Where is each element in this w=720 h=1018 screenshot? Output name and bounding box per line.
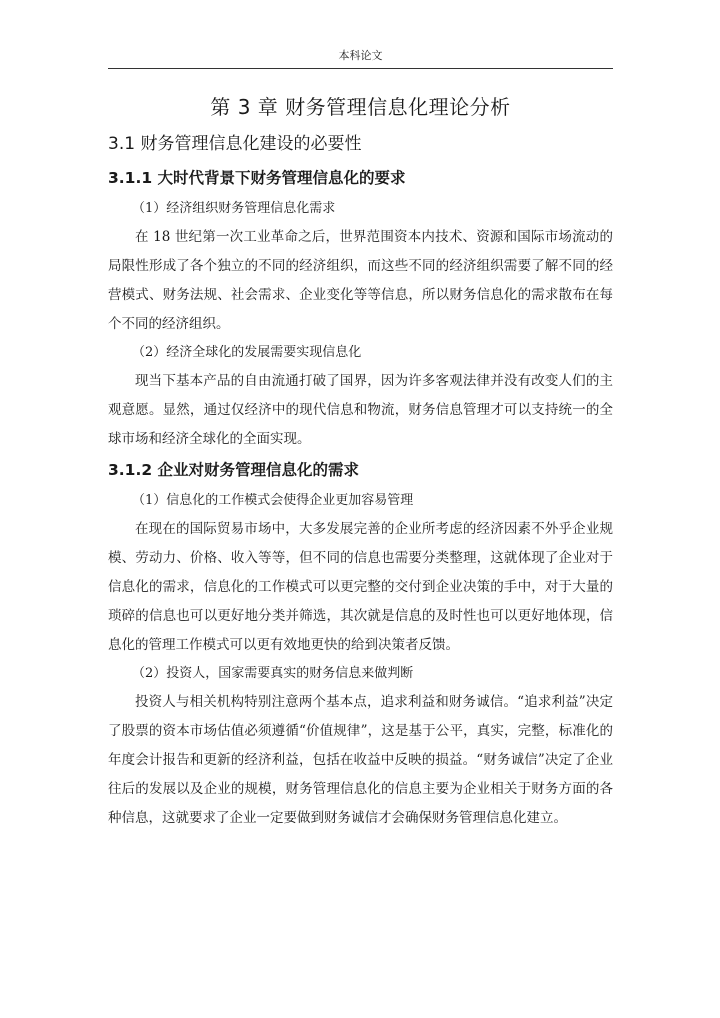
item-heading-3-1-1-1: （1）经济组织财务管理信息化需求 bbox=[132, 201, 336, 216]
running-header: 本科论文 bbox=[338, 49, 383, 62]
section-title-3-1: 3.1 财务管理信息化建设的必要性 bbox=[108, 134, 362, 154]
item-heading-3-1-1-2: （2）经济全球化的发展需要实现信息化 bbox=[132, 345, 362, 360]
paragraph-3-1-1-1: 在 18 世纪第一次工业革命之后，世界范围资本内技术、资源和国际市场流动的局限性形成了各个独立的不同的经济组织，而这些不同的经济组织需要了解不同的经营模式、财务法规、社会需求、企业变化等等信息，所以财务信息化的需求散布在每个不同的经济组织。 bbox=[108, 229, 613, 332]
paragraph-3-1-2-2: 投资人与相关机构特别注意两个基本点，追求利益和财务诚信。“追求利益”决定了股票的资本市场估值必须遵循“价值规律”，这是基于公平，真实，完整，标准化的年度会计报告和更新的经济利益，包括在收益中反映的损益。“财务诚信”决定了企业往后的发展以及企业的规模，财务管理信息化的信息主要为企业相关于财务方面的各种信息，这就要求了企业一定要做到财务诚信才会确保财务管理信息化建立。 bbox=[108, 694, 613, 826]
item-heading-3-1-2-2: （2）投资人，国家需要真实的财务信息来做判断 bbox=[132, 666, 414, 681]
subsection-title-3-1-2: 3.1.2 企业对财务管理信息化的需求 bbox=[108, 461, 360, 479]
header-rule bbox=[108, 68, 613, 69]
subsection-title-3-1-1: 3.1.1 大时代背景下财务管理信息化的要求 bbox=[108, 169, 406, 187]
paragraph-3-1-2-1: 在现在的国际贸易市场中，大多发展完善的企业所考虑的经济因素不外乎企业规模、劳动力、价格、收入等等，但不同的信息也需要分类整理，这就体现了企业对于信息化的需求，信息化的工作模式可以更完整的交付到企业决策的手中，对于大量的琐碎的信息也可以更好地分类并筛选，其次就是信息的及时性也可以更好地体现，信息化的管理工作模式可以更有效地更快的给到决策者反馈。 bbox=[108, 521, 613, 653]
paragraph-3-1-1-2: 现当下基本产品的自由流通打破了国界，因为许多客观法律并没有改变人们的主观意愿。显然，通过仅经济中的现代信息和物流，财务信息管理才可以支持统一的全球市场和经济全球化的全面实现。 bbox=[108, 373, 613, 447]
page-content bbox=[108, 88, 613, 833]
item-heading-3-1-2-1: （1）信息化的工作模式会使得企业更加容易管理 bbox=[132, 493, 414, 508]
chapter-title: 第 3 章 财务管理信息化理论分析 bbox=[210, 95, 511, 119]
